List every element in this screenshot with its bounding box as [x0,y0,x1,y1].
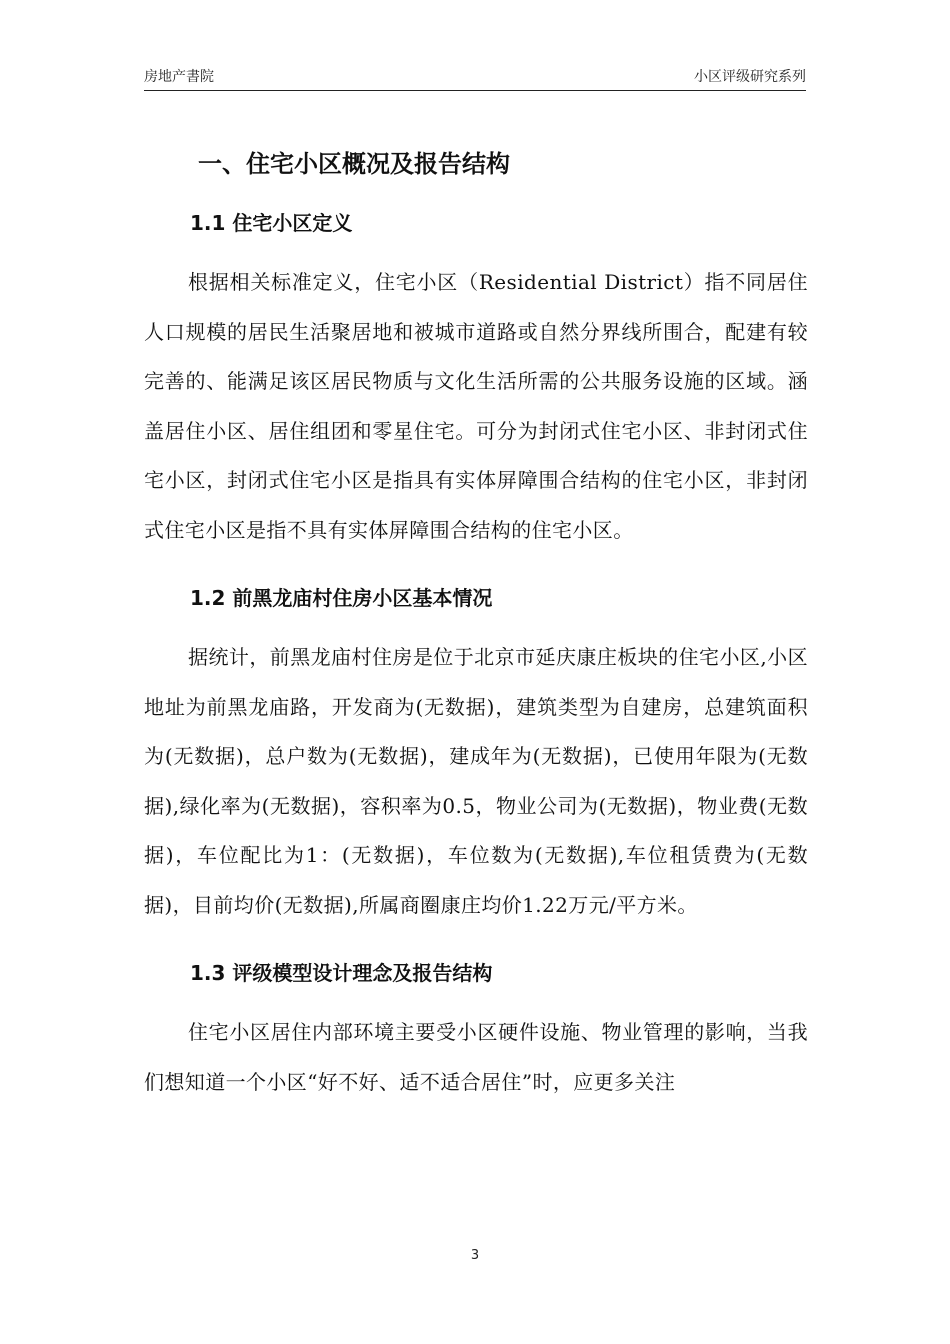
paragraph-basic-info: 据统计，前黑龙庙村住房是位于北京市延庆康庄板块的住宅小区,小区地址为前黑龙庙路，开发商为(无数据)，建筑类型为自建房，总建筑面积为(无数据)，总户数为(无数据)，建成年为(无数据)，已使用年限为(无数据),绿化率为(无数据)，容积率为0.5，物业公司为(无数据)，物业费(无数据)，车位配比为1：(无数据)，车位数为(无数据),车位租赁费为(无数据)，目前均价(无数据),所属商圈康庄均价1.22万元/平方米。 [144,645,808,917]
header-left-text: 房地产書院 [144,69,214,85]
paragraph-model-design: 住宅小区居住内部环境主要受小区硬件设施、物业管理的影响，当我们想知道一个小区“好不好、适不适合居住”时，应更多关注 [144,1020,808,1094]
header-right-text: 小区评级研究系列 [694,69,806,85]
document-body [144,140,808,1107]
subsection-heading-1-1: 1.1 住宅小区定义 [190,211,353,235]
paragraph-definition: 根据相关标准定义，住宅小区（Residential District）指不同居住人口规模的居民生活聚居地和被城市道路或自然分界线所围合，配建有较完善的、能满足该区居民物质与文化生活所需的公共服务设施的区域。涵盖居住小区、居住组团和零星住宅。可分为封闭式住宅小区、非封闭式住宅小区，封闭式住宅小区是指具有实体屏障围合结构的住宅小区，非封闭式住宅小区是指不具有实体屏障围合结构的住宅小区。 [144,270,808,542]
subsection-heading-1-2: 1.2 前黑龙庙村住房小区基本情况 [190,586,493,610]
subsection-heading-1-3: 1.3 评级模型设计理念及报告结构 [190,961,493,985]
section-heading: 一、住宅小区概况及报告结构 [198,150,510,178]
page-number: 3 [470,1248,480,1263]
page-header [144,64,806,91]
